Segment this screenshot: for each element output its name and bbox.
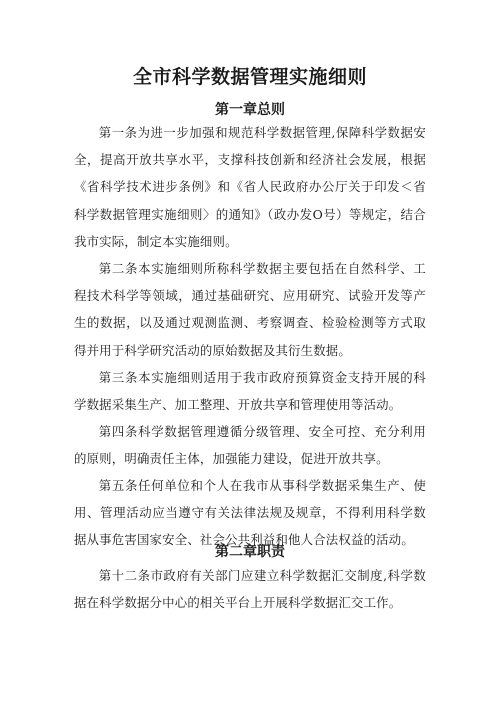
- chapter-1-heading: 第一章总则: [215, 102, 285, 118]
- article-3-paragraph: 第三条本实施细则适用于我市政府预算资金支持开展的科学数据采集生产、加工整理、开放共享和管理使用等活动。: [74, 370, 426, 413]
- document-title: 全市科学数据管理实施细则: [132, 66, 367, 88]
- article-4-paragraph: 第四条科学数据管理遵循分级管理、安全可控、充分利用的原则，明确责任主体，加强能力建设，促进开放共享。: [74, 424, 426, 467]
- article-2-paragraph: 第二条本实施细则所称科学数据主要包括在自然科学、工程技术科学等领域，通过基础研究、应用研究、试验开发等产生的数据，以及通过观测监测、考察调查、检验检测等方式取得并用于科学研究活动的原始数据及其衍生数据。: [74, 261, 426, 358]
- article-12-paragraph: 第十二条市政府有关部门应建立科学数据汇交制度,科学数据在科学数据分中心的相关平台上开展科学数据汇交工作。: [74, 568, 426, 611]
- article-5-paragraph: 第五条任何单位和个人在我市从事科学数据采集生产、使用、管理活动应当遵守有关法律法规及规章，不得利用科学数据从事危害国家安全、社会公共利益和他人合法权益的活动。: [74, 478, 426, 548]
- article-1-paragraph: 第一条为进一步加强和规范科学数据管理,保障科学数据安全，提高开放共享水平，支撑科技创新和经济社会发展，根据《省科学技术进步条例》和《省人民政府办公厅关于印发＜省科学数据管理实施细则〉的通知》（政办发O号）等规定，结合我市实际，制定本实施细则。: [74, 125, 426, 249]
- chapter-2-heading: 第二章职责: [215, 544, 285, 560]
